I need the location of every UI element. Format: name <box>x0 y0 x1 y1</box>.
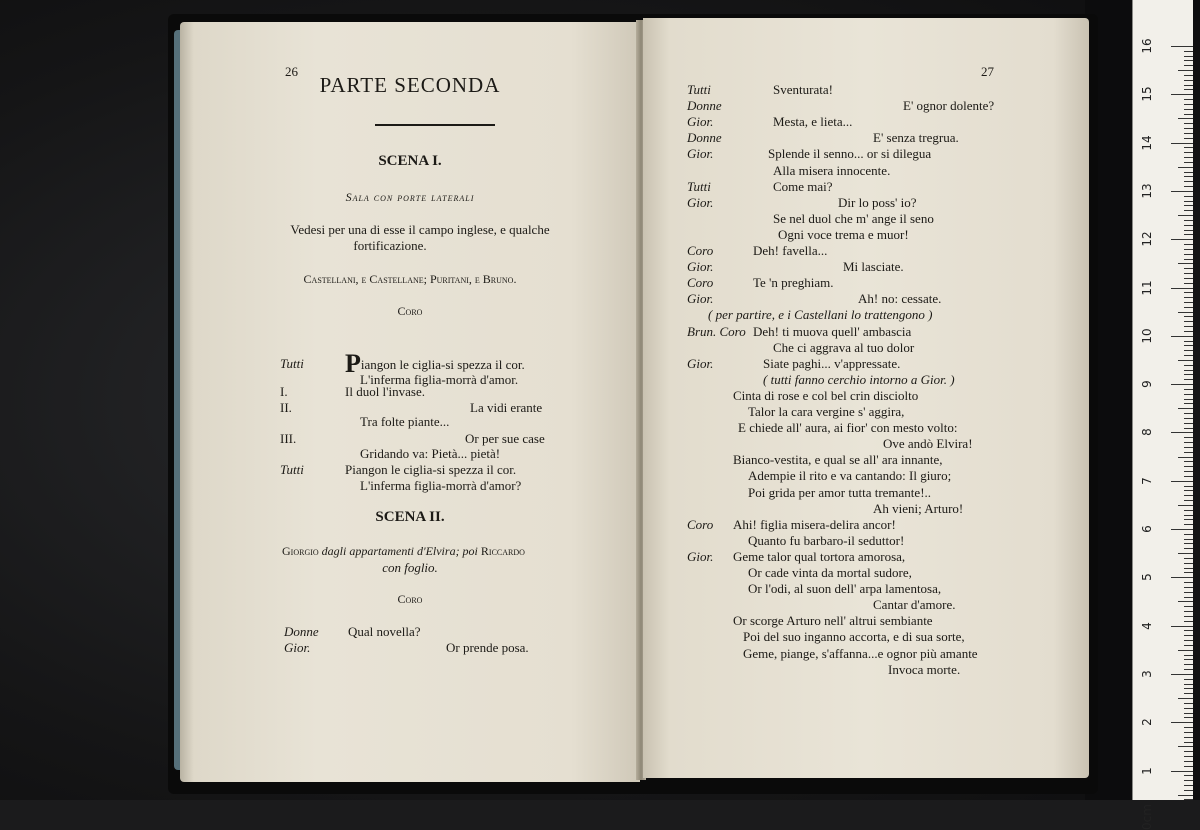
ruler-tick <box>1178 263 1193 264</box>
verse-line: Ahi! figlia misera-delira ancor! <box>733 516 896 532</box>
ruler-tick <box>1184 727 1193 728</box>
verse-line: Gridando va: Pietà... pietà! <box>360 446 501 461</box>
ruler-tick <box>1184 80 1193 81</box>
ruler-tick <box>1184 181 1193 182</box>
measurement-ruler <box>1132 0 1193 830</box>
ruler-tick <box>1184 65 1193 66</box>
scena-1-characters: Castellani, e Castellane; Puritani, e Bruno. <box>303 272 517 286</box>
speaker-label: Tutti <box>280 356 304 371</box>
ruler-tick <box>1171 336 1193 337</box>
ruler-tick <box>1184 162 1193 163</box>
verse-line: Or l'odi, al suon dell' arpa lamentosa, <box>748 581 942 597</box>
verse-line: Poi del suo inganno accorta, e di sua sorte, <box>743 629 965 645</box>
ruler-tick <box>1171 143 1193 144</box>
ruler-tick <box>1184 85 1193 86</box>
verse-line: Talor la cara vergine s' aggira, <box>748 404 905 419</box>
verse-line: Piangon le ciglia-si spezza il cor. <box>345 349 525 378</box>
ruler-tick <box>1171 288 1193 289</box>
ruler-tick <box>1171 384 1193 385</box>
verse-line: E' senza tregrua. <box>873 130 959 146</box>
ruler-tick <box>1171 239 1193 240</box>
speaker-label: Gior. <box>687 355 714 371</box>
ruler-tick <box>1184 205 1193 206</box>
verse-line: Ogni voce trema e muor! <box>778 226 909 242</box>
verse-line: Quanto fu barbaro-il seduttor! <box>748 532 905 548</box>
stage-direction: ( per partire, e i Castellani lo trattengono ) <box>708 307 933 323</box>
ruler-tick <box>1184 196 1193 197</box>
speaker-label: Coro <box>687 275 714 291</box>
verse-line: Alla misera innocente. <box>773 162 891 178</box>
ruler-tick <box>1171 481 1193 482</box>
ruler-tick <box>1184 713 1193 714</box>
verse-line: Se nel duol che m' ange il seno <box>773 210 934 226</box>
verse-line: L'inferma figlia-morrà d'amor? <box>360 478 522 493</box>
ruler-tick <box>1184 519 1193 520</box>
ruler-tick <box>1184 210 1193 211</box>
speaker-label: Gior. <box>687 259 714 275</box>
ruler-number: 16 <box>1140 38 1154 54</box>
scena-1-setting: Sala con porte laterali <box>345 190 475 204</box>
ruler-tick <box>1184 669 1193 670</box>
ruler-tick <box>1184 413 1193 414</box>
ruler-tick <box>1184 606 1193 607</box>
verse-line: L'inferma figlia-morrà d'amor. <box>360 372 519 387</box>
speaker-label: Gior. <box>687 548 714 564</box>
part-title: PARTE SECONDA <box>319 73 501 97</box>
ruler-tick <box>1184 423 1193 424</box>
ruler-tick <box>1184 133 1193 134</box>
ruler-tick <box>1184 490 1193 491</box>
speaker-label: Gior. <box>687 114 714 130</box>
ruler-tick <box>1184 534 1193 535</box>
verse-line: Mi lasciate. <box>843 259 904 275</box>
verse-line: Poi grida per amor tutta tremante!.. <box>748 484 932 500</box>
ruler-tick <box>1178 746 1193 747</box>
ruler-tick <box>1184 138 1193 139</box>
ruler-tick <box>1184 515 1193 516</box>
ruler-tick <box>1184 558 1193 559</box>
verse-line: Invoca morte. <box>888 661 961 677</box>
ruler-number: 12 <box>1140 231 1154 247</box>
ruler-tick <box>1184 51 1193 52</box>
ruler-tick <box>1184 635 1193 636</box>
ruler-tick <box>1178 118 1193 119</box>
verse-line: Deh! ti muova quell' ambascia <box>753 323 912 339</box>
ruler-tick <box>1184 394 1193 395</box>
verse-line: Che ci aggrava al tuo dolor <box>773 339 915 355</box>
ruler-number: 3 <box>1140 670 1154 678</box>
ruler-number: 8 <box>1140 428 1154 437</box>
ruler-number: 4 <box>1140 621 1154 630</box>
ruler-tick <box>1184 616 1193 617</box>
verse-line: Dir lo poss' io? <box>838 194 917 210</box>
ruler-tick <box>1184 471 1193 472</box>
title-rule <box>375 124 495 126</box>
ruler-number: 10 <box>1140 328 1154 344</box>
ruler-tick <box>1184 500 1193 501</box>
ruler-tick <box>1178 360 1193 361</box>
verse-line: Geme talor qual tortora amorosa, <box>733 548 906 564</box>
ruler-tick <box>1184 548 1193 549</box>
speaker-label: Donne <box>284 624 319 639</box>
ruler-tick <box>1184 316 1193 317</box>
ruler-tick <box>1184 99 1193 100</box>
ruler-tick <box>1184 592 1193 593</box>
ruler-tick <box>1184 123 1193 124</box>
ruler-tick <box>1184 350 1193 351</box>
ruler-tick <box>1178 601 1193 602</box>
ruler-tick <box>1184 428 1193 429</box>
ruler-tick <box>1184 543 1193 544</box>
ruler-tick <box>1184 640 1193 641</box>
ruler-number: 14 <box>1140 134 1154 151</box>
ruler-tick <box>1184 370 1193 371</box>
verse-line: Ove andò Elvira! <box>883 436 973 452</box>
verse-line: Cinta di rose e col bel crin disciolto <box>733 387 919 403</box>
ruler-tick <box>1184 442 1193 443</box>
ruler-tick <box>1184 297 1193 298</box>
speaker-label: Tutti <box>687 178 711 194</box>
ruler-tick <box>1184 399 1193 400</box>
verse-line: Or scorge Arturo nell' altrui sembiante <box>733 613 933 629</box>
ruler-tick <box>1184 147 1193 148</box>
ruler-tick <box>1184 75 1193 76</box>
ruler-tick <box>1184 466 1193 467</box>
character-riccardo: Riccardo <box>480 544 525 558</box>
ruler-number: 7 <box>1140 476 1154 485</box>
ruler-tick <box>1184 331 1193 332</box>
ruler-tick <box>1178 70 1193 71</box>
ruler-tick <box>1184 572 1193 573</box>
ruler-tick <box>1184 693 1193 694</box>
ruler-tick <box>1184 708 1193 709</box>
ruler-tick <box>1184 273 1193 274</box>
ruler-tick <box>1171 529 1193 530</box>
ruler-tick <box>1184 737 1193 738</box>
ruler-tick <box>1178 698 1193 699</box>
ruler-tick <box>1184 645 1193 646</box>
ruler-tick <box>1171 46 1193 47</box>
ruler-tick <box>1184 283 1193 284</box>
ruler-tick <box>1184 582 1193 583</box>
ruler-tick <box>1171 94 1193 95</box>
ruler-tick <box>1184 524 1193 525</box>
speaker-label: Gior. <box>687 146 714 162</box>
verse-line: Deh! favella... <box>753 243 828 258</box>
ruler-tick <box>1184 104 1193 105</box>
verse-line: E chiede all' aura, ai fior' con mesto volto: <box>738 420 958 436</box>
ruler-tick <box>1184 244 1193 245</box>
ruler-tick <box>1184 766 1193 767</box>
ruler-tick <box>1171 577 1193 578</box>
speaker-label: Tutti <box>687 82 711 97</box>
verse-line: Siate paghi... v'appressate. <box>763 355 901 371</box>
verse-line: Splende il senno... or si dilegua <box>768 146 932 162</box>
ruler-tick <box>1184 176 1193 177</box>
ruler-tick <box>1184 655 1193 656</box>
ruler-tick <box>1184 225 1193 226</box>
verse-line: Piangon le ciglia-si spezza il cor. <box>345 462 517 477</box>
scena-2-heading: SCENA II. <box>375 509 445 525</box>
verse-line: Te 'n preghiam. <box>753 275 834 291</box>
stage-direction: ( tutti fanno cerchio intorno a Gior. ) <box>763 371 955 387</box>
scena-1-desc-line2: fortificazione. <box>353 238 427 253</box>
ruler-tick <box>1184 365 1193 366</box>
ruler-tick <box>1184 268 1193 269</box>
ruler-tick <box>1184 563 1193 564</box>
ruler-tick <box>1178 408 1193 409</box>
verse-line: Bianco-vestita, e qual se all' ara innante, <box>733 452 943 468</box>
ruler-tick <box>1184 785 1193 786</box>
ruler-tick <box>1184 254 1193 255</box>
ruler-tick <box>1184 775 1193 776</box>
ruler-number: 2 <box>1140 718 1154 727</box>
ruler-tick <box>1184 157 1193 158</box>
ruler-tick <box>1184 452 1193 453</box>
ruler-tick <box>1184 234 1193 235</box>
ruler-tick <box>1184 664 1193 665</box>
ruler-tick <box>1184 307 1193 308</box>
ruler-tick <box>1184 418 1193 419</box>
ruler-tick <box>1184 345 1193 346</box>
right-page <box>643 18 1089 778</box>
ruler-tick <box>1184 679 1193 680</box>
ruler-tick <box>1184 476 1193 477</box>
ruler-tick <box>1184 172 1193 173</box>
scena-2-desc-line1 <box>282 544 525 559</box>
ruler-tick <box>1178 795 1193 796</box>
verse-line: Or cade vinta da mortal sudore, <box>748 565 912 580</box>
scena-1-desc-line1: Vedesi per una di esse il campo inglese, e qualche <box>290 222 550 237</box>
ruler-tick <box>1184 278 1193 279</box>
speaker-label: I. <box>280 384 288 399</box>
ruler-number: 6 <box>1140 525 1154 533</box>
ruler-tick <box>1184 60 1193 61</box>
ruler-tick <box>1184 437 1193 438</box>
ruler-tick <box>1184 109 1193 110</box>
ruler-tick <box>1171 674 1193 675</box>
ruler-tick <box>1184 732 1193 733</box>
ruler-tick <box>1184 379 1193 380</box>
speaker-label: Gior. <box>284 640 311 655</box>
scena-2-desc-line2: con foglio. <box>382 560 438 575</box>
ruler-tick <box>1184 688 1193 689</box>
ruler-tick <box>1184 790 1193 791</box>
ruler-tick <box>1184 302 1193 303</box>
ruler-tick <box>1184 539 1193 540</box>
ruler-tick <box>1171 626 1193 627</box>
ruler-tick <box>1184 292 1193 293</box>
ruler-tick <box>1184 751 1193 752</box>
left-page <box>180 22 640 782</box>
ruler-tick <box>1184 249 1193 250</box>
ruler-tick <box>1184 621 1193 622</box>
ruler-tick <box>1184 326 1193 327</box>
verse-line: Qual novella? <box>348 624 421 639</box>
ruler-tick <box>1171 432 1193 433</box>
ruler-tick <box>1184 703 1193 704</box>
ruler-tick <box>1184 201 1193 202</box>
ruler-number: 0cm <box>1140 803 1154 830</box>
ruler-tick <box>1184 780 1193 781</box>
ruler-number: 1 <box>1140 766 1154 775</box>
verse-line: Sventurata! <box>773 82 833 97</box>
ruler-tick <box>1184 756 1193 757</box>
ruler-tick <box>1184 597 1193 598</box>
ruler-tick <box>1178 505 1193 506</box>
scena-1-heading: SCENA I. <box>378 153 442 169</box>
ruler-tick <box>1171 722 1193 723</box>
ruler-tick <box>1178 553 1193 554</box>
verse-line: Geme, piange, s'affanna...e ognor più amante <box>743 645 978 661</box>
verse-line: Adempie il rito e va cantando: Il giuro; <box>748 468 952 484</box>
ruler-tick <box>1184 89 1193 90</box>
ruler-tick <box>1184 341 1193 342</box>
ruler-tick <box>1184 374 1193 375</box>
verse-line: Come mai? <box>773 178 833 194</box>
verse-line: E' ognor dolente? <box>903 98 995 114</box>
ruler-number: 15 <box>1140 86 1154 102</box>
speaker-label: Coro <box>687 516 714 532</box>
ruler-tick <box>1184 355 1193 356</box>
verse-line: Ah! no: cessate. <box>858 291 942 307</box>
ruler-tick <box>1184 568 1193 569</box>
stage-direction: dagli appartamenti d'Elvira; poi <box>321 544 478 558</box>
coro-label: Coro <box>397 592 423 606</box>
ruler-tick <box>1184 128 1193 129</box>
ruler-tick <box>1178 312 1193 313</box>
page-number-left: 26 <box>285 64 298 79</box>
speaker-label: Gior. <box>687 291 714 307</box>
ruler-number: 9 <box>1140 380 1154 388</box>
ruler-tick <box>1184 56 1193 57</box>
ruler-tick <box>1184 495 1193 496</box>
ruler-tick <box>1184 684 1193 685</box>
ruler-tick <box>1184 461 1193 462</box>
ruler-tick <box>1184 587 1193 588</box>
verse-line: La vidi erante <box>470 400 543 415</box>
ruler-tick <box>1178 650 1193 651</box>
verse-line: Or prende posa. <box>446 640 529 655</box>
ruler-tick <box>1178 457 1193 458</box>
speaker-label: Donne <box>687 98 722 114</box>
speaker-label: II. <box>280 400 292 415</box>
coro-label: Coro <box>397 304 423 318</box>
speaker-label: Brun. Coro <box>687 323 746 339</box>
speaker-label: Gior. <box>687 194 714 210</box>
ruler-tick <box>1184 389 1193 390</box>
ruler-tick <box>1184 152 1193 153</box>
ruler-tick <box>1184 630 1193 631</box>
verse-line: Tra folte piante... <box>360 414 450 429</box>
ruler-number: 5 <box>1140 573 1154 582</box>
ruler-tick <box>1184 717 1193 718</box>
character-giorgio: Giorgio <box>282 544 319 558</box>
ruler-tick <box>1184 611 1193 612</box>
ruler-tick <box>1171 771 1193 772</box>
verse-line: Il duol l'invase. <box>345 384 425 399</box>
ruler-tick <box>1184 447 1193 448</box>
ruler-tick <box>1184 403 1193 404</box>
ruler-number: 11 <box>1140 279 1154 296</box>
verse-line: Ah vieni; Arturo! <box>873 500 964 516</box>
ruler-tick <box>1184 742 1193 743</box>
speaker-label: Tutti <box>280 462 304 477</box>
speaker-label: Donne <box>687 130 722 146</box>
ruler-tick <box>1178 167 1193 168</box>
ruler-tick <box>1184 259 1193 260</box>
ruler-tick <box>1184 659 1193 660</box>
ruler-tick <box>1178 215 1193 216</box>
verse-line: Mesta, e lieta... <box>773 114 853 130</box>
ruler-tick <box>1184 799 1193 800</box>
ruler-tick <box>1184 114 1193 115</box>
speaker-label: Coro <box>687 243 714 258</box>
ruler-tick <box>1184 761 1193 762</box>
ruler-tick <box>1184 510 1193 511</box>
speaker-label: III. <box>280 431 297 446</box>
ruler-tick <box>1184 186 1193 187</box>
verse-line: Cantar d'amore. <box>873 597 956 613</box>
ruler-number: 13 <box>1140 183 1154 199</box>
verse-line: Or per sue case <box>465 431 545 446</box>
ruler-tick <box>1184 230 1193 231</box>
ruler-tick <box>1184 486 1193 487</box>
ruler-tick <box>1184 321 1193 322</box>
page-number-right: 27 <box>981 64 994 79</box>
ruler-tick <box>1171 191 1193 192</box>
drop-cap: P <box>345 349 361 378</box>
ruler-tick <box>1184 220 1193 221</box>
